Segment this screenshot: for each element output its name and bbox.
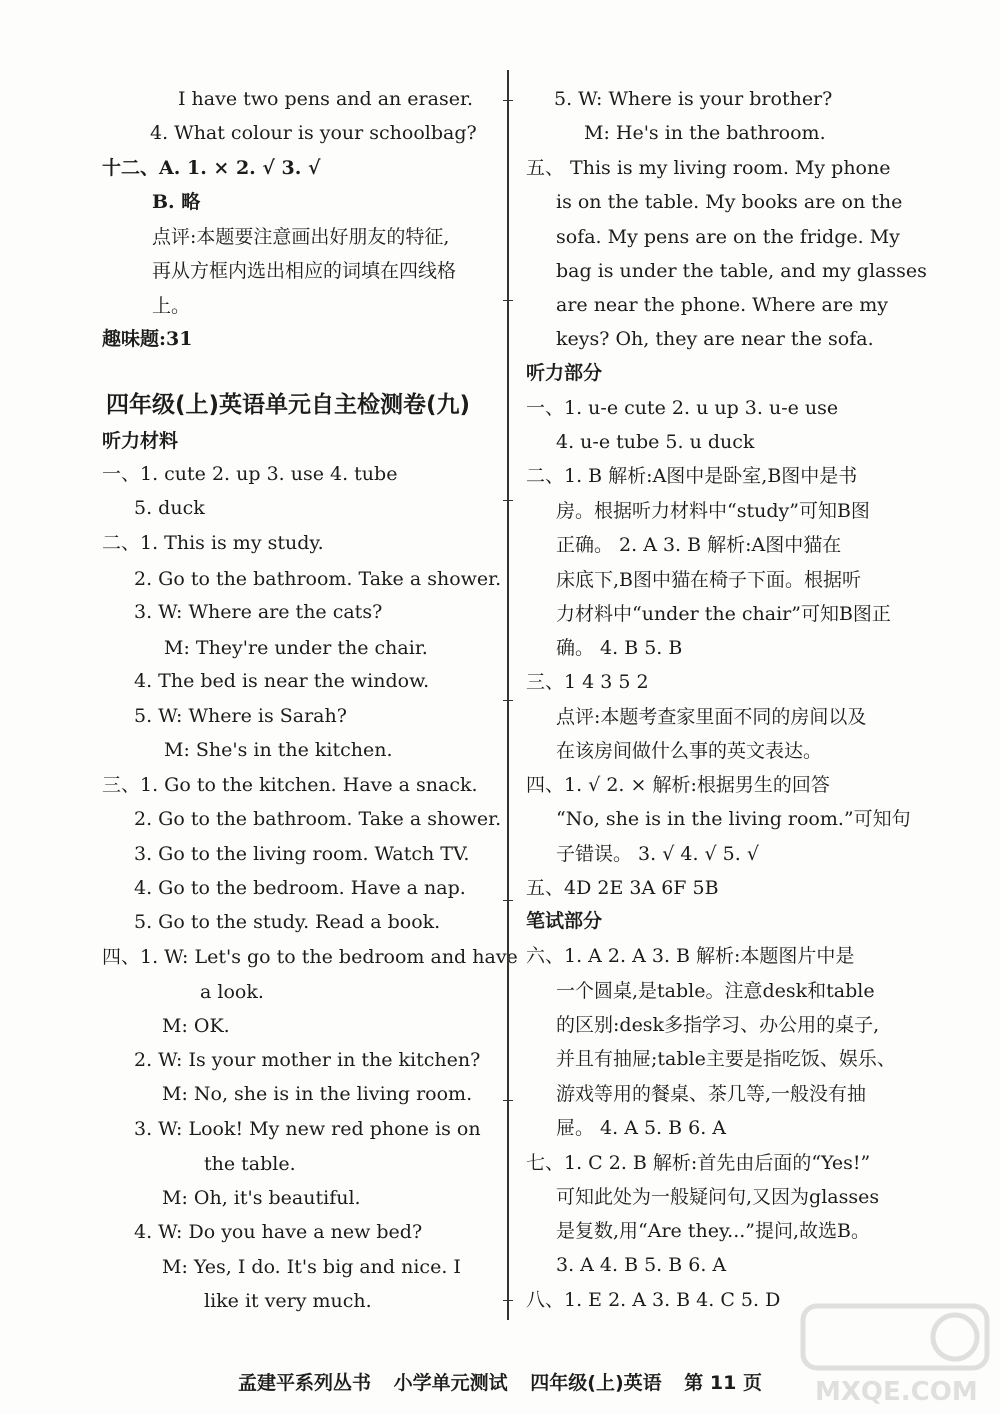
answer-line: 是复数,用“Are they...”提问,故选B。 bbox=[556, 1220, 871, 1242]
comment-line: 上。 bbox=[152, 295, 191, 317]
answer-line: 3. A 4. B 5. B 6. A bbox=[556, 1254, 727, 1276]
text-line: 4. The bed is near the window. bbox=[134, 670, 430, 692]
text-line: 三、1. Go to the kitchen. Have a snack. bbox=[102, 774, 478, 796]
footer-page-number: 第 11 页 bbox=[684, 1372, 762, 1394]
text-line: 二、1. This is my study. bbox=[102, 532, 324, 554]
passage-line: sofa. My pens are on the fridge. My bbox=[556, 226, 900, 248]
text-line: 2. W: Is your mother in the kitchen? bbox=[134, 1049, 481, 1071]
divider-tick bbox=[503, 1300, 513, 1301]
answer-line: 力材料中“under the chair”可知B图正 bbox=[556, 603, 891, 625]
column-divider bbox=[507, 70, 509, 1320]
answer-line: 4. u-e tube 5. u duck bbox=[556, 431, 755, 453]
comment-line: 再从方框内选出相应的词填在四线格 bbox=[152, 260, 457, 282]
answer-line: 屉。 4. A 5. B 6. A bbox=[556, 1117, 727, 1139]
text-line: 3. Go to the living room. Watch TV. bbox=[134, 843, 470, 865]
comment-line: 点评:本题考查家里面不同的房间以及 bbox=[556, 706, 867, 728]
answer-line: 床底下,B图中猫在椅子下面。根据听 bbox=[556, 569, 862, 591]
answer-line: 八、1. E 2. A 3. B 4. C 5. D bbox=[526, 1289, 781, 1311]
answer-line: 三、1 4 3 5 2 bbox=[526, 671, 649, 693]
divider-tick bbox=[503, 100, 513, 101]
watermark-logo bbox=[795, 1300, 995, 1410]
answer-line: 游戏等用的餐桌、茶几等,一般没有抽 bbox=[556, 1083, 867, 1105]
passage-line: bag is under the table, and my glasses bbox=[556, 260, 927, 282]
text-line: M: He's in the bathroom. bbox=[584, 122, 826, 144]
bonus-answer: 趣味题:31 bbox=[102, 328, 193, 350]
divider-tick bbox=[503, 700, 513, 701]
part-heading: 笔试部分 bbox=[526, 910, 603, 932]
divider-tick bbox=[503, 900, 513, 901]
answer-line: 六、1. A 2. A 3. B 解析:本题图片中是 bbox=[526, 945, 855, 967]
answer-line: 十二、A. 1. × 2. √ 3. √ bbox=[102, 157, 321, 179]
answer-line: B. 略 bbox=[152, 191, 201, 213]
text-line: I have two pens and an eraser. bbox=[178, 88, 473, 110]
answer-line: 一个圆桌,是table。注意desk和table bbox=[556, 980, 875, 1002]
section-heading: 四年级(上)英语单元自主检测卷(九) bbox=[106, 392, 471, 418]
comment-line: 点评:本题要注意画出好朋友的特征, bbox=[152, 226, 450, 248]
answer-line: 正确。 2. A 3. B 解析:A图中猫在 bbox=[556, 534, 842, 556]
text-line: M: They're under the chair. bbox=[164, 637, 428, 659]
answer-line: “No, she is in the living room.”可知句 bbox=[556, 808, 911, 830]
passage-line: keys? Oh, they are near the sofa. bbox=[556, 328, 874, 350]
section-subheading: 听力材料 bbox=[102, 430, 179, 452]
comment-line: 在该房间做什么事的英文表达。 bbox=[556, 740, 823, 762]
answer-line: 并且有抽屉;table主要是指吃饭、娱乐、 bbox=[556, 1048, 896, 1070]
text-line: M: Oh, it's beautiful. bbox=[162, 1187, 361, 1209]
text-line: 四、1. W: Let's go to the bedroom and have bbox=[102, 946, 518, 968]
text-line: 一、1. cute 2. up 3. use 4. tube bbox=[102, 463, 398, 485]
text-line: M: No, she is in the living room. bbox=[162, 1083, 473, 1105]
text-line: 5. duck bbox=[134, 497, 205, 519]
answer-line: 四、1. √ 2. × 解析:根据男生的回答 bbox=[526, 774, 830, 796]
text-line: 2. Go to the bathroom. Take a shower. bbox=[134, 568, 502, 590]
text-line: 5. W: Where is your brother? bbox=[554, 88, 833, 110]
text-line: M: She's in the kitchen. bbox=[164, 739, 393, 761]
text-line: 4. Go to the bedroom. Have a nap. bbox=[134, 877, 466, 899]
answer-line: 二、1. B 解析:A图中是卧室,B图中是书 bbox=[526, 465, 858, 487]
part-heading: 听力部分 bbox=[526, 362, 603, 384]
answer-line: 房。根据听力材料中“study”可知B图 bbox=[556, 500, 870, 522]
text-line: a look. bbox=[200, 981, 264, 1003]
text-line: 4. What colour is your schoolbag? bbox=[150, 122, 477, 144]
answer-line: 七、1. C 2. B 解析:首先由后面的“Yes!” bbox=[526, 1152, 871, 1174]
answer-line: 确。 4. B 5. B bbox=[556, 637, 683, 659]
footer-series: 孟建平系列丛书 bbox=[238, 1372, 372, 1394]
divider-tick bbox=[503, 500, 513, 501]
answer-line: 子错误。 3. √ 4. √ 5. √ bbox=[556, 843, 759, 865]
passage-line: is on the table. My books are on the bbox=[556, 191, 903, 213]
answer-line: 的区别:desk多指学习、办公用的桌子, bbox=[556, 1014, 880, 1036]
text-line: M: Yes, I do. It's big and nice. I bbox=[162, 1256, 461, 1278]
text-line: 5. Go to the study. Read a book. bbox=[134, 911, 441, 933]
footer-grade: 四年级(上)英语 bbox=[530, 1372, 662, 1394]
text-line: like it very much. bbox=[204, 1290, 372, 1312]
divider-tick bbox=[503, 1100, 513, 1101]
text-line: the table. bbox=[204, 1153, 296, 1175]
answer-line: 可知此处为一般疑问句,又因为glasses bbox=[556, 1186, 880, 1208]
text-line: 4. W: Do you have a new bed? bbox=[134, 1221, 423, 1243]
footer-book: 小学单元测试 bbox=[393, 1372, 508, 1394]
passage-line: are near the phone. Where are my bbox=[556, 294, 888, 316]
text-line: 2. Go to the bathroom. Take a shower. bbox=[134, 808, 502, 830]
passage-line: 五、 This is my living room. My phone bbox=[526, 157, 891, 179]
answer-line: 五、4D 2E 3A 6F 5B bbox=[526, 877, 719, 899]
svg-text:MXQE.COM: MXQE.COM bbox=[815, 1377, 978, 1407]
text-line: M: OK. bbox=[162, 1015, 230, 1037]
divider-tick bbox=[503, 300, 513, 301]
answer-line: 一、1. u-e cute 2. u up 3. u-e use bbox=[526, 397, 839, 419]
text-line: 5. W: Where is Sarah? bbox=[134, 705, 347, 727]
text-line: 3. W: Where are the cats? bbox=[134, 601, 383, 623]
text-line: 3. W: Look! My new red phone is on bbox=[134, 1118, 481, 1140]
